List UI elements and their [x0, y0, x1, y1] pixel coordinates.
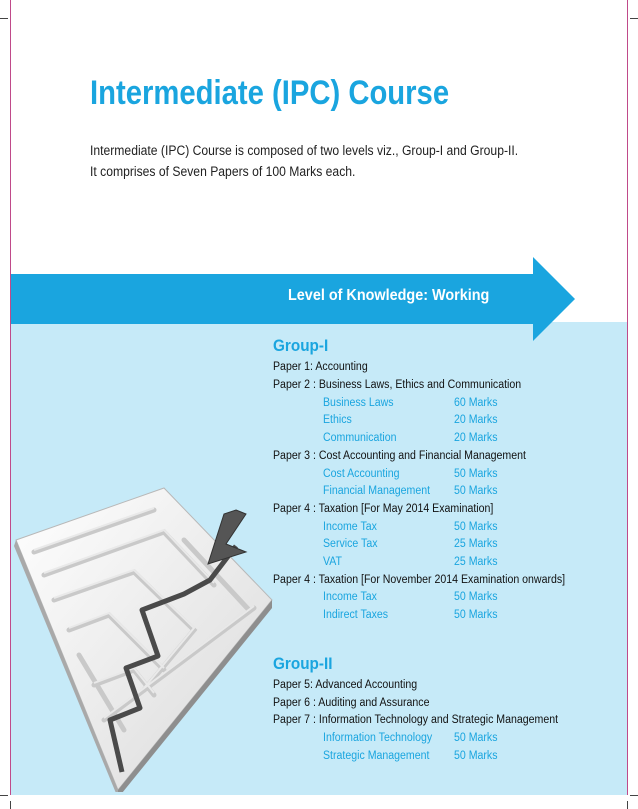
- subject-name: Ethics: [323, 414, 352, 426]
- intro-line: It comprises of Seven Papers of 100 Marks each.: [90, 164, 356, 179]
- group2-heading: Group-II: [273, 654, 333, 673]
- banner-label: Level of Knowledge: Working: [288, 287, 490, 304]
- crop-mark: [10, 801, 11, 809]
- maze-illustration: [14, 480, 276, 792]
- paper-4-may: Paper 4 : Taxation [For May 2014 Examination]: [273, 503, 494, 515]
- subject-marks: 25 Marks: [454, 556, 498, 568]
- subject-marks: 25 Marks: [454, 538, 498, 550]
- subject-name: Business Laws: [323, 397, 394, 409]
- subject-name: Income Tax: [323, 591, 377, 603]
- subject-name: Income Tax: [323, 521, 377, 533]
- paper-6: Paper 6 : Auditing and Assurance: [273, 697, 430, 709]
- paper-1: Paper 1: Accounting: [273, 361, 368, 373]
- subject-name: Strategic Management: [323, 750, 430, 762]
- subject-marks: 50 Marks: [454, 732, 498, 744]
- crop-mark: [630, 795, 638, 796]
- intro-text: [90, 140, 518, 182]
- subject-marks: 50 Marks: [454, 468, 498, 480]
- subject-marks: 20 Marks: [454, 414, 498, 426]
- paper-7: Paper 7 : Information Technology and Strategic Management: [273, 714, 559, 726]
- subject-name: Financial Management: [323, 485, 431, 497]
- subject-marks: 60 Marks: [454, 397, 498, 409]
- subject-name: Indirect Taxes: [323, 609, 389, 621]
- subject-marks: 50 Marks: [454, 750, 498, 762]
- group1-heading: Group-I: [273, 336, 329, 355]
- paper-3: Paper 3 : Cost Accounting and Financial Management: [273, 450, 526, 462]
- subject-name: Service Tax: [323, 538, 378, 550]
- subject-name: Information Technology: [323, 732, 433, 744]
- subject-marks: 50 Marks: [454, 485, 498, 497]
- subject-marks: 50 Marks: [454, 609, 498, 621]
- subject-marks: 20 Marks: [454, 432, 498, 444]
- crop-mark: [630, 18, 638, 19]
- crop-mark: [627, 801, 628, 809]
- subject-marks: 50 Marks: [454, 521, 498, 533]
- paper-5: Paper 5: Advanced Accounting: [273, 679, 418, 691]
- page-title: Intermediate (IPC) Course: [90, 74, 450, 112]
- crop-mark: [0, 795, 8, 796]
- subject-marks: 50 Marks: [454, 591, 498, 603]
- crop-mark: [0, 18, 8, 19]
- subject-name: VAT: [323, 556, 343, 568]
- paper-4-november: Paper 4 : Taxation [For November 2014 Examination onwards]: [273, 574, 566, 586]
- intro-line: Intermediate (IPC) Course is composed of two levels viz., Group-I and Group-II.: [90, 143, 519, 158]
- subject-name: Communication: [323, 432, 397, 444]
- paper-2: Paper 2 : Business Laws, Ethics and Communication: [273, 379, 522, 391]
- subject-name: Cost Accounting: [323, 468, 400, 480]
